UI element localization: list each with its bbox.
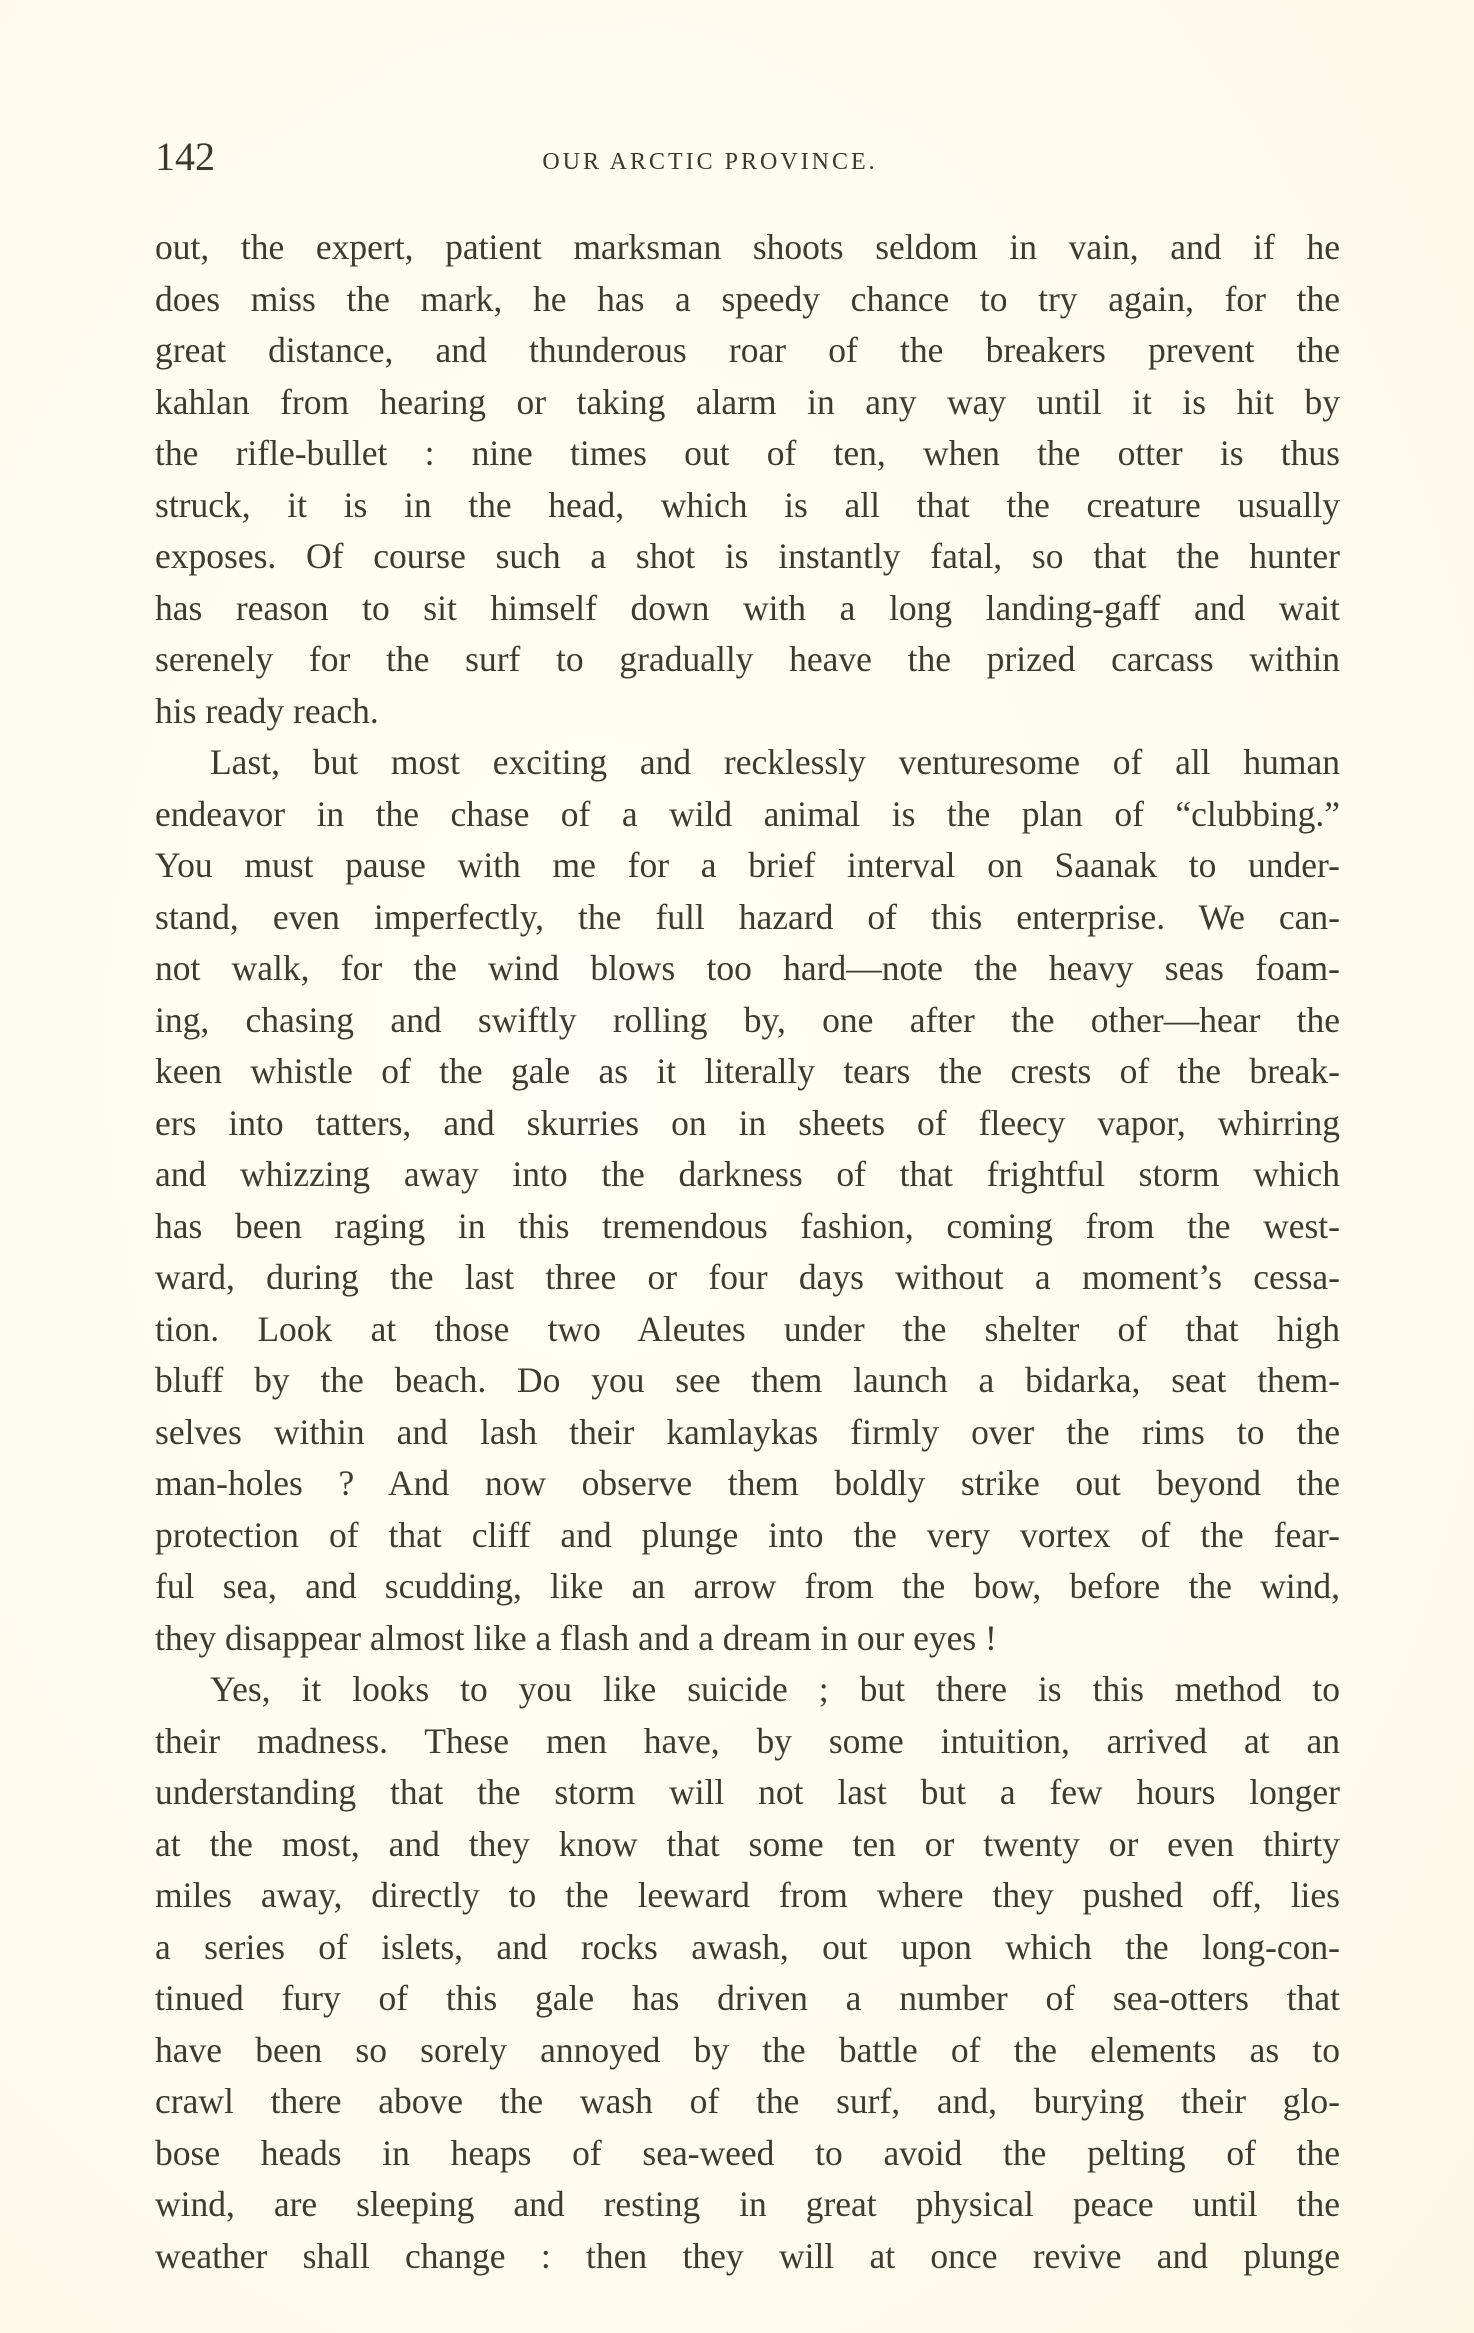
text-line: miles away, directly to the leeward from where they pushed off, lies [155, 1875, 1340, 1915]
text-line: exposes. Of course such a shot is instantly fatal, so that the hunter [155, 536, 1340, 576]
text-line: tion. Look at those two Aleutes under the shelter of that high [155, 1308, 1340, 1349]
page-number: 142 [155, 134, 215, 179]
running-title: OUR ARCTIC PROVINCE. [542, 149, 878, 175]
text-line: selves within and lash their kamlaykas firmly over the rims to the [155, 1411, 1340, 1452]
text-line: ing, chasing and swiftly rolling by, one after the other—hear the [155, 999, 1340, 1040]
text-line: has been raging in this tremendous fashion, coming from the west- [155, 1205, 1340, 1246]
text-line: Yes, it looks to you like suicide ; but there is this method to [210, 1669, 1340, 1709]
text-line: does miss the mark, he has a speedy chance to try again, for the [155, 278, 1340, 319]
text-line: a series of islets, and rocks awash, out upon which the long-con- [155, 1926, 1340, 1967]
text-line: kahlan from hearing or taking alarm in any way until it is hit by [155, 381, 1340, 422]
text-line: endeavor in the chase of a wild animal is the plan of “clubbing.” [155, 793, 1340, 834]
running-head [155, 132, 1340, 182]
text-line: not walk, for the wind blows too hard—note the heavy seas foam- [155, 948, 1340, 988]
text-line: serenely for the surf to gradually heave the prized carcass within [155, 639, 1340, 679]
text-line: Last, but most exciting and recklessly venturesome of all human [210, 742, 1340, 782]
body-text [155, 222, 1340, 2282]
paragraph-3 [155, 1664, 1340, 2282]
text-line: bluff by the beach. Do you see them launch a bidarka, seat them- [155, 1360, 1340, 1400]
paragraph-1 [155, 222, 1340, 737]
text-line: struck, it is in the head, which is all that the creature usually [155, 484, 1340, 525]
text-line: keen whistle of the gale as it literally tears the crests of the break- [155, 1051, 1340, 1091]
text-line: out, the expert, patient marksman shoots seldom in vain, and if he [155, 227, 1340, 267]
text-line: understanding that the storm will not last but a few hours longer [155, 1772, 1340, 1812]
text-line: have been so sorely annoyed by the battle of the elements as to [155, 2029, 1340, 2070]
text-line: and whizzing away into the darkness of that frightful storm which [155, 1154, 1340, 1194]
text-line: ers into tatters, and skurries on in sheets of fleecy vapor, whirring [155, 1102, 1340, 1143]
text-line: at the most, and they know that some ten or twenty or even thirty [155, 1823, 1340, 1864]
text-line: crawl there above the wash of the surf, and, burying their glo- [155, 2081, 1340, 2121]
text-line: bose heads in heaps of sea-weed to avoid the pelting of the [155, 2132, 1340, 2173]
text-line: man-holes ? And now observe them boldly strike out beyond the [155, 1463, 1340, 1503]
text-line: stand, even imperfectly, the full hazard of this enterprise. We can- [155, 896, 1340, 937]
text-line: ful sea, and scudding, like an arrow from the bow, before the wind, [155, 1566, 1340, 1606]
text-line: tinued fury of this gale has driven a number of sea-otters that [155, 1978, 1340, 2018]
text-line: has reason to sit himself down with a long landing-gaff and wait [155, 587, 1340, 628]
text-line: his ready reach. [155, 690, 379, 731]
text-line: the rifle-bullet : nine times out of ten, when the otter is thus [155, 433, 1340, 473]
text-line: ward, during the last three or four days without a moment’s cessa- [155, 1257, 1340, 1297]
text-line: great distance, and thunderous roar of the breakers prevent the [155, 330, 1340, 370]
text-line: You must pause with me for a brief interval on Saanak to under- [155, 845, 1340, 885]
text-line: protection of that cliff and plunge into the very vortex of the fear- [155, 1514, 1340, 1555]
text-line: weather shall change : then they will at once revive and plunge [155, 2235, 1340, 2276]
text-line: wind, are sleeping and resting in great physical peace until the [155, 2184, 1340, 2224]
paragraph-2 [155, 737, 1340, 1664]
text-line: they disappear almost like a flash and a dream in our eyes ! [155, 1617, 997, 1658]
text-line: their madness. These men have, by some intuition, arrived at an [155, 1720, 1340, 1761]
